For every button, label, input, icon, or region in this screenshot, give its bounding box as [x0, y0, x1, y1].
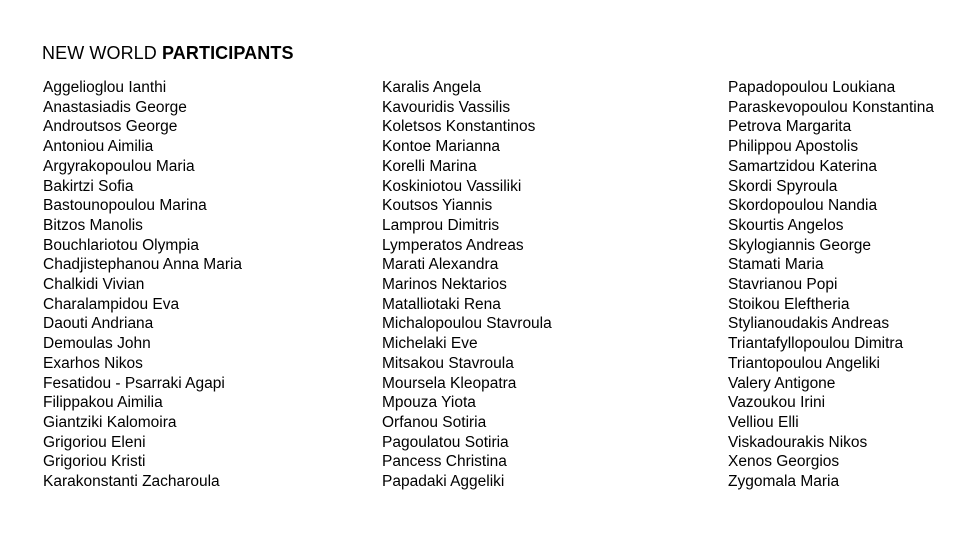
participant-name: Anastasiadis George — [43, 98, 187, 116]
participant-name: Filippakou Aimilia — [43, 394, 163, 412]
title-emphasis: PARTICIPANTS — [162, 43, 294, 63]
participant-name: Papadaki Aggeliki — [382, 473, 505, 491]
participant-name: Chalkidi Vivian — [43, 276, 145, 294]
page-title — [42, 42, 294, 64]
participant-name: Karakonstanti Zacharoula — [43, 473, 220, 491]
participant-name: Skordopoulou Nandia — [728, 197, 878, 215]
participant-name: Giantziki Kalomoira — [43, 413, 177, 431]
participants-column-3 — [728, 78, 934, 492]
participant-name: Marati Alexandra — [382, 256, 499, 274]
participant-name: Orfanou Sotiria — [382, 413, 487, 431]
participant-name: Koskiniotou Vassiliki — [382, 177, 522, 195]
participant-name: Papadopoulou Loukiana — [728, 79, 896, 96]
participant-name: Petrova Margarita — [728, 118, 852, 136]
participant-name: Valery Antigone — [728, 374, 836, 392]
participant-name: Bastounopoulou Marina — [43, 197, 207, 215]
participant-name: Triantopoulou Angeliki — [728, 354, 880, 372]
participant-name: Koletsos Konstantinos — [382, 118, 536, 136]
participant-name: Kontoe Marianna — [382, 138, 501, 156]
participant-name: Skordi Spyroula — [728, 177, 838, 195]
participant-name: Skourtis Angelos — [728, 216, 844, 234]
participant-name: Androutsos George — [43, 118, 178, 136]
participant-name: Samartzidou Katerina — [728, 157, 878, 175]
participant-name: Argyrakopoulou Maria — [43, 157, 195, 175]
participant-name: Stamati Maria — [728, 256, 824, 274]
participant-name: Bitzos Manolis — [43, 216, 143, 234]
participants-column-2 — [382, 78, 552, 492]
title-prefix: NEW WORLD — [42, 43, 157, 63]
participant-name: Pagoulatou Sotiria — [382, 433, 509, 451]
participant-name: Charalampidou Eva — [43, 295, 180, 313]
participants-column-1 — [43, 78, 242, 492]
participant-name: Stoikou Eleftheria — [728, 295, 850, 313]
participant-name: Grigoriou Eleni — [43, 433, 146, 451]
participant-name: Matalliotaki Rena — [382, 295, 501, 313]
participant-name: Aggelioglou Ianthi — [43, 79, 167, 96]
participant-name: Chadjistephanou Anna Maria — [43, 256, 243, 274]
participant-name: Philippou Apostolis — [728, 138, 859, 156]
participant-name: Triantafyllopoulou Dimitra — [728, 335, 904, 353]
participant-name: Stavrianou Popi — [728, 276, 838, 294]
participant-name: Exarhos Nikos — [43, 354, 143, 372]
participant-name: Vazoukou Irini — [728, 394, 826, 412]
participant-name: Lymperatos Andreas — [382, 236, 524, 254]
participant-name: Zygomala Maria — [728, 473, 840, 491]
participant-name: Pancess Christina — [382, 453, 507, 471]
participant-name: Antoniou Aimilia — [43, 138, 154, 156]
participant-name: Bakirtzi Sofia — [43, 177, 134, 195]
participant-name: Daouti Andriana — [43, 315, 154, 333]
participant-name: Korelli Marina — [382, 157, 477, 175]
participant-name: Fesatidou - Psarraki Agapi — [43, 374, 225, 392]
participant-name: Karalis Angela — [382, 79, 482, 96]
participant-name: Velliou Elli — [728, 413, 799, 431]
participant-name: Mpouza Yiota — [382, 394, 476, 412]
participant-name: Demoulas John — [43, 335, 151, 353]
participant-name: Grigoriou Kristi — [43, 453, 146, 471]
participant-name: Moursela Kleopatra — [382, 374, 517, 392]
participant-name: Paraskevopoulou Konstantina — [728, 98, 934, 116]
participant-name: Mitsakou Stavroula — [382, 354, 514, 372]
participant-name: Viskadourakis Nikos — [728, 433, 868, 451]
participant-name: Skylogiannis George — [728, 236, 872, 254]
participant-name: Koutsos Yiannis — [382, 197, 493, 215]
participant-name: Michelaki Eve — [382, 335, 478, 353]
participant-name: Xenos Georgios — [728, 453, 840, 471]
participant-name: Marinos Nektarios — [382, 276, 507, 294]
participant-name: Michalopoulou Stavroula — [382, 315, 552, 333]
participant-name: Stylianoudakis Andreas — [728, 315, 890, 333]
participant-name: Lamprou Dimitris — [382, 216, 500, 234]
participant-name: Bouchlariotou Olympia — [43, 236, 199, 254]
participant-name: Kavouridis Vassilis — [382, 98, 511, 116]
